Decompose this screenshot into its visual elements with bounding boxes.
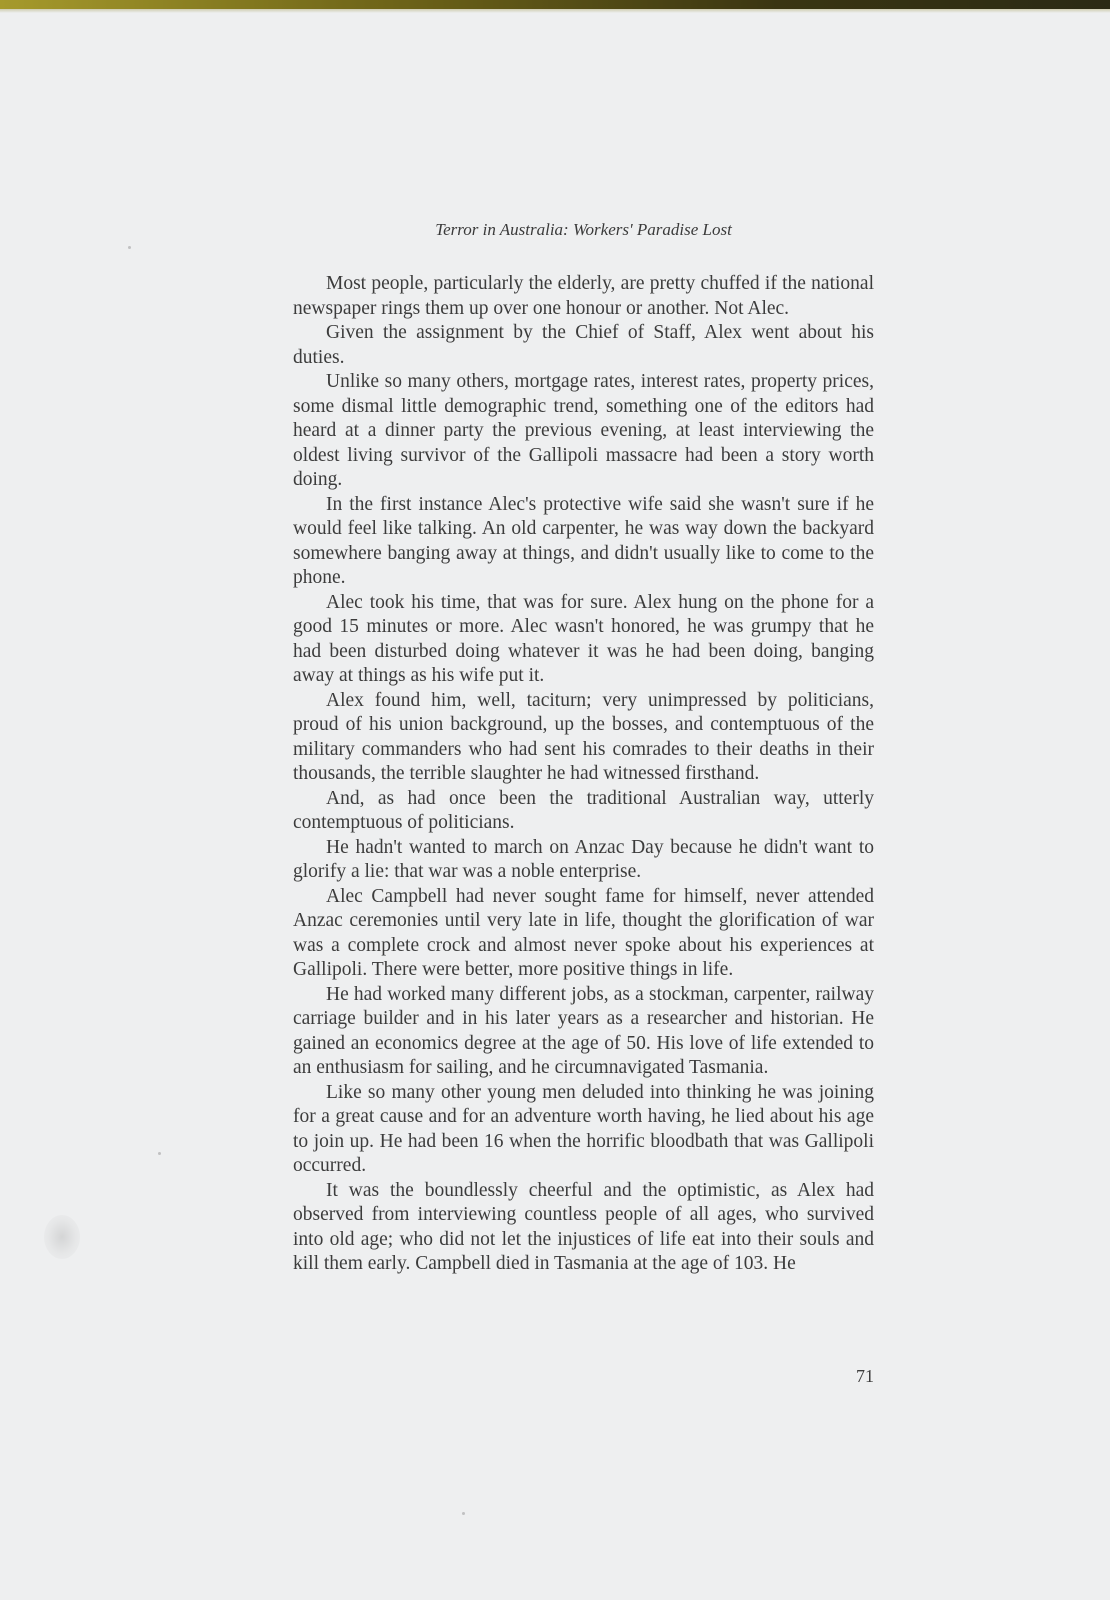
scan-speck	[158, 1152, 161, 1155]
scan-speck	[128, 246, 131, 249]
scan-speck	[462, 1512, 465, 1515]
body-text	[293, 272, 874, 1277]
paragraph: It was the boundlessly cheerful and the optimistic, as Alex had observed from interviewing countless people of all ages, who survived into old age; who did not let the injustices of life eat into their souls and kill them early. Campbell died in Tasmania at the age of 103. He	[293, 1179, 874, 1274]
paragraph: In the first instance Alec's protective wife said she wasn't sure if he would feel like talking. An old carpenter, he was way down the backyard somewhere banging away at things, and didn't usually like to come to the phone.	[293, 493, 874, 588]
paragraph: Alex found him, well, taciturn; very unimpressed by politicians, proud of his union background, up the bosses, and contemptuous of the military commanders who had sent his comrades to their deaths in their thousands, the terrible slaughter he had witnessed firsthand.	[293, 689, 874, 784]
paragraph: Given the assignment by the Chief of Staff, Alex went about his duties.	[293, 322, 874, 368]
paragraph: He hadn't wanted to march on Anzac Day because he didn't want to glorify a lie: that war was a noble enterprise.	[293, 836, 874, 882]
scan-top-edge	[0, 0, 1110, 9]
paragraph: Alec took his time, that was for sure. Alex hung on the phone for a good 15 minutes or more. Alec wasn't honored, he was grumpy that he had been disturbed doing whatever it was he had been doing, banging away at things as his wife put it.	[293, 591, 874, 686]
paragraph: Like so many other young men deluded into thinking he was joining for a great cause and for an adventure worth having, he lied about his age to join up. He had been 16 when the horrific bloodbath that was Gallipoli occurred.	[293, 1081, 874, 1176]
paragraph: And, as had once been the traditional Australian way, utterly contemptuous of politicians.	[293, 787, 874, 833]
running-head: Terror in Australia: Workers' Paradise Lost	[435, 220, 732, 239]
paragraph: Unlike so many others, mortgage rates, interest rates, property prices, some dismal little demographic trend, something one of the editors had heard at a dinner party the previous evening, at least interviewing the oldest living survivor of the Gallipoli massacre had been a story worth doing.	[293, 371, 874, 490]
scan-smudge	[44, 1215, 80, 1259]
paragraph: Most people, particularly the elderly, are pretty chuffed if the national newspaper rings them up over one honour or another. Not Alec.	[293, 273, 874, 319]
paragraph: Alec Campbell had never sought fame for himself, never attended Anzac ceremonies until very late in life, thought the glorification of war was a complete crock and almost never spoke about his experiences at Gallipoli. There were better, more positive things in life.	[293, 885, 874, 980]
page-number: 71	[856, 1366, 874, 1386]
paragraph: He had worked many different jobs, as a stockman, carpenter, railway carriage builder and in his later years as a researcher and historian. He gained an economics degree at the age of 50. His love of life extended to an enthusiasm for sailing, and he circumnavigated Tasmania.	[293, 983, 874, 1078]
scan-top-edge-fade	[0, 9, 1110, 13]
